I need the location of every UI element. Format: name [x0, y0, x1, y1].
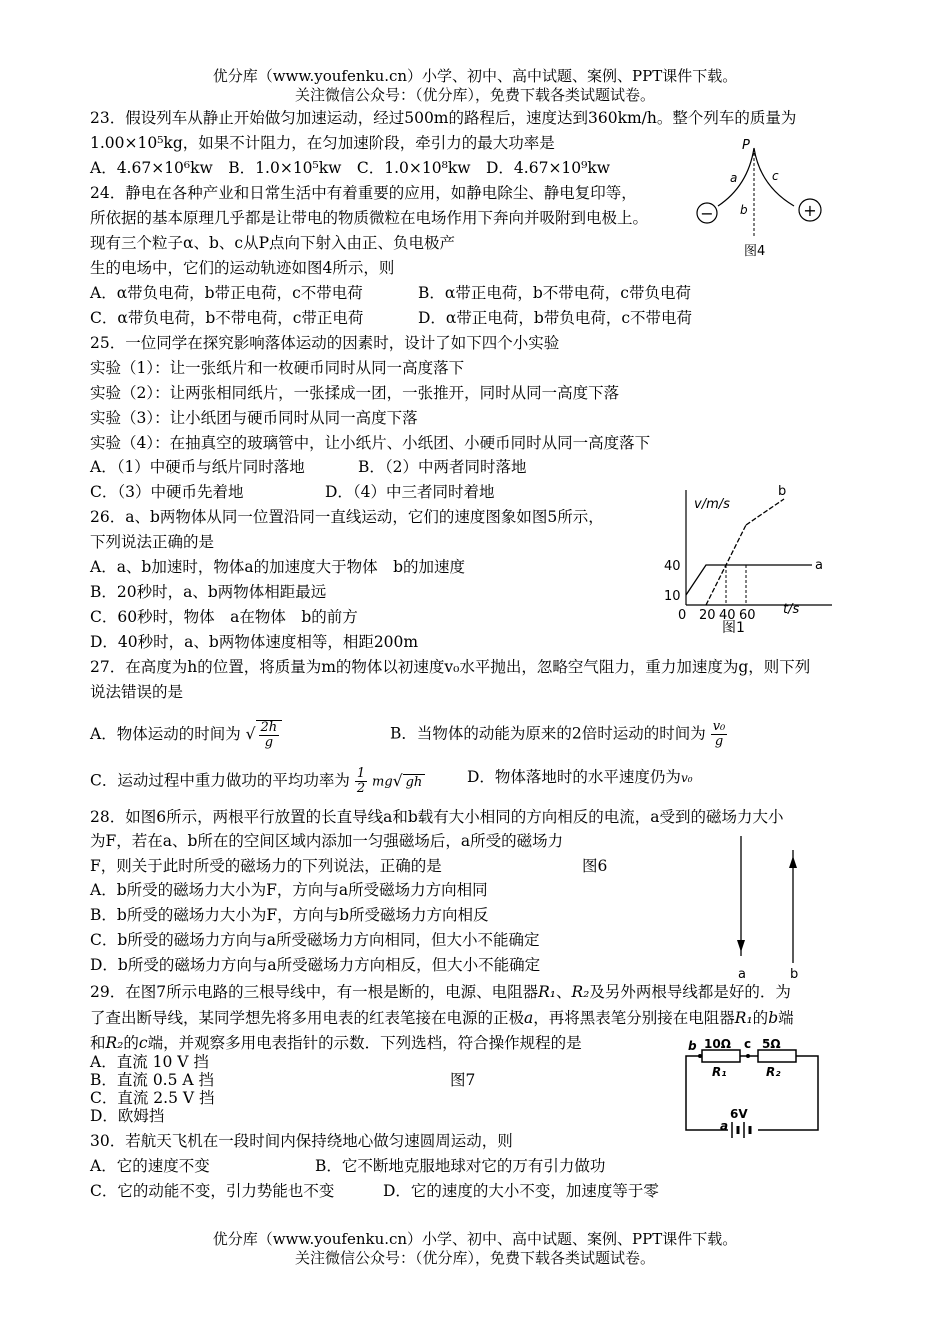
- figure-7-circuit: [680, 1038, 830, 1138]
- fig4-label-c: c: [772, 169, 779, 183]
- q27a-denominator: g: [264, 735, 274, 750]
- figure-4-field-diagram: [690, 136, 835, 262]
- q27c-numerator: 1: [356, 766, 366, 781]
- footer-line-1: 优分库（www.youfenku.cn）小学、初中、高中试题、案例、PPT课件下载。: [212, 1230, 738, 1248]
- q29-option-b: B．直流 0.5 A 挡: [90, 1071, 215, 1089]
- q25-experiment-3: 实验（3）：让小纸团与硬币同时从同一高度下落: [90, 409, 418, 427]
- q27-option-d-text: D．物体落地时的水平速度仍为: [467, 768, 681, 786]
- minus-sign: −: [700, 204, 714, 223]
- circuit-label-b: b: [688, 1039, 697, 1053]
- x-tick-label-40: 40: [719, 608, 736, 623]
- q25-option-a: A．（1）中硬币与纸片同时落地: [90, 458, 305, 476]
- q29-a: a: [524, 1009, 534, 1027]
- q28-stem-1: 28．如图6所示，两根平行放置的长直导线a和b载有大小相同的方向相反的电流，a受到的磁场力大小: [90, 808, 784, 826]
- q24-option-a: A．α带负电荷，b带正电荷，c不带电荷: [90, 284, 363, 302]
- q24-stem-2: 所依据的基本原理几乎都是让带电的物质微粒在电场作用下奔向并吸附到电极上。: [90, 209, 649, 227]
- x-tick-label-60: 60: [739, 608, 756, 623]
- chart-caption: 图1: [722, 620, 745, 636]
- q28-stem-3: F，则关于此时所受的磁场力的下列说法，正确的是: [90, 857, 442, 875]
- resistor-r1: [702, 1050, 740, 1062]
- q25-option-c: C．（3）中硬币先着地: [90, 483, 244, 501]
- q27-stem-1: 27．在高度为h的位置，将质量为m的物体以初速度v₀水平抛出，忽略空气阻力，重力加速度为g，则下列: [90, 658, 811, 676]
- q27-option-b: [390, 720, 727, 749]
- q27c-radicand: gh: [403, 774, 426, 790]
- q26-option-a: A．a、b加速时，物体a的加速度大于物体 b的加速度: [90, 558, 466, 576]
- q29-stem-2-end: 端: [778, 1009, 794, 1027]
- q30-stem: 30．若航天飞机在一段时间内保持绕地心做匀速圆周运动，则: [90, 1132, 513, 1150]
- q23-stem-2: 1.00×10⁵kg，如果不计阻力，在匀加速阶段，牵引力的最大功率是: [90, 134, 555, 152]
- q27-option-c: [90, 767, 425, 796]
- fig4-label-b: b: [740, 203, 748, 217]
- figure-6-caption: 图6: [582, 857, 608, 875]
- circuit-label-a: a: [720, 1119, 729, 1133]
- q29-r1: R₁: [538, 983, 556, 1001]
- q24-option-d: D．α带正电荷，b带负电荷，c不带电荷: [418, 309, 692, 327]
- node-c: [746, 1054, 750, 1058]
- q27c-mg: mg: [372, 774, 393, 790]
- plus-sign: +: [803, 201, 817, 220]
- q26-option-d: D．40秒时，a、b两物体速度相等，相距200m: [90, 633, 419, 651]
- q25-experiment-1: 实验（1）：让一张纸片和一枚硬币同时从同一高度落下: [90, 359, 465, 377]
- q23-options: A．4.67×10⁶kw B．1.0×10⁵kw C．1.0×10⁸kw D．4.67×10⁹kw: [90, 159, 611, 177]
- q29-option-a: A．直流 10 V 挡: [90, 1053, 209, 1071]
- q27b-numerator: v₀: [712, 719, 726, 734]
- q25-option-d: D．（4）中三者同时着地: [325, 483, 495, 501]
- q27c-denominator: 2: [356, 781, 366, 796]
- q24-stem-4: 生的电场中，它们的运动轨迹如图4所示，则: [90, 259, 395, 277]
- battery-emf: 6V: [730, 1107, 748, 1121]
- figure-6-parallel-wires: [725, 828, 810, 983]
- q27-stem-2: 说法错误的是: [90, 683, 184, 701]
- q29-stem-1-tail: 及另外两根导线都是好的．为: [589, 983, 791, 1001]
- resistor-r2: [758, 1050, 796, 1062]
- q29-r1-second: R₁: [734, 1009, 753, 1027]
- series-a-line: [686, 565, 746, 595]
- x-tick-label-20: 20: [699, 608, 716, 623]
- circuit-label-c: c: [744, 1038, 752, 1051]
- q27a-numerator: 2h: [260, 720, 278, 735]
- q29-option-d: D．欧姆挡: [90, 1107, 165, 1125]
- q27-option-d: [467, 767, 693, 788]
- q26-stem-1: 26．a、b两物体从同一位置沿同一直线运动，它们的速度图象如图5所示，: [90, 508, 604, 526]
- q30-option-c: C．它的动能不变，引力势能也不变: [90, 1182, 335, 1200]
- q25-experiment-2: 实验（2）：让两张相同纸片，一张揉成一团，一张推开，同时从同一高度下落: [90, 384, 620, 402]
- q24-stem-1: 24．静电在各种产业和日常生活中有着重要的应用，如静电除尘、静电复印等，: [90, 184, 637, 202]
- x-axis-label: t/s: [783, 602, 800, 617]
- q29-sep: 、: [555, 983, 572, 1001]
- fig4-label-a: a: [730, 171, 738, 185]
- q28-stem-2: 为F，若在a、b所在的空间区域内添加一匀强磁场后，a所受的磁场力: [90, 832, 564, 850]
- circuit-wire-loop: [686, 1056, 818, 1130]
- fraction-v0-over-g: [711, 720, 728, 749]
- r1-value: 10Ω: [704, 1038, 731, 1051]
- x-tick-label-0: 0: [678, 608, 687, 623]
- sqrt-gh: √ gh: [393, 771, 426, 793]
- q28-option-d: D．b所受的磁场力方向与a所受磁场力方向相反，但大小不能确定: [90, 956, 541, 974]
- q27-option-c-text: C．运动过程中重力做功的平均功率为: [90, 771, 350, 790]
- r1-label: R₁: [712, 1065, 727, 1079]
- velocity-time-chart: [650, 460, 840, 640]
- wire-b-label: b: [790, 967, 799, 982]
- q23-stem-1: 23．假设列车从静止开始做匀加速运动，经过500m的路程后，速度达到360km/h。整个列车的质量为: [90, 109, 797, 127]
- q29-stem-3-tail: 端，并观察多用电表指针的示数．下列选档，符合操作规程的是: [147, 1034, 582, 1052]
- y-axis-label: v/m/s: [694, 497, 730, 512]
- header-line-1: 优分库（www.youfenku.cn）小学、初中、高中试题、案例、PPT课件下载。: [212, 67, 738, 85]
- figure-7-caption: 图7: [450, 1071, 476, 1089]
- series-b-label: b: [778, 484, 787, 499]
- q29-stem-2-text: 了查出断导线，某同学想先将多用电表的红表笔接在电源的正极: [90, 1009, 525, 1027]
- r2-value: 5Ω: [762, 1038, 781, 1051]
- q29-stem-3-de: 的: [123, 1034, 139, 1052]
- q28-option-a: A．b所受的磁场力大小为F，方向与a所受磁场力方向相同: [90, 881, 488, 899]
- q29-c: c: [138, 1034, 148, 1052]
- q26-option-b: B．20秒时，a、b两物体相距最远: [90, 583, 327, 601]
- q29-stem-3-and: 和: [90, 1034, 106, 1052]
- q30-option-d: D．它的速度的大小不变，加速度等于零: [383, 1182, 659, 1200]
- q29-stem-2-de: 的: [752, 1009, 769, 1027]
- q27d-v0: v₀: [680, 771, 693, 785]
- y-tick-label-10: 10: [664, 589, 681, 604]
- q30-option-a: A．它的速度不变: [90, 1157, 210, 1175]
- fig4-label-p: P: [742, 138, 750, 153]
- q29-option-c: C．直流 2.5 V 挡: [90, 1089, 215, 1107]
- q26-option-c: C．60秒时，物体 a在物体 b的前方: [90, 608, 358, 626]
- q26-stem-2: 下列说法正确的是: [90, 533, 215, 551]
- q29-r2: R₂: [571, 983, 590, 1001]
- q27-option-a-text: A．物体运动的时间为: [90, 725, 241, 743]
- q29-stem-1: [90, 982, 791, 1002]
- q24-stem-3: 现有三个粒子α、b、c从P点向下射入由正、负电极产: [90, 234, 456, 252]
- fig4-caption: 图4: [744, 244, 766, 259]
- q25-experiment-4: 实验（4）：在抽真空的玻璃管中，让小纸片、小纸团、小硬币同时从同一高度落下: [90, 434, 651, 452]
- fraction-one-half: [355, 767, 367, 796]
- wire-b-arrow-up: [789, 856, 797, 868]
- q28-option-b: B．b所受的磁场力大小为F，方向与b所受磁场力方向相反: [90, 906, 489, 924]
- y-tick-label-40: 40: [664, 559, 681, 574]
- q29-stem-3: [90, 1033, 582, 1053]
- q29-stem-2: [90, 1008, 794, 1028]
- q25-stem: 25．一位同学在探究影响落体运动的因素时，设计了如下四个小实验: [90, 334, 560, 352]
- series-a-label: a: [815, 558, 823, 573]
- series-b-extension: [746, 499, 784, 525]
- q27b-denominator: g: [714, 734, 724, 749]
- q24-option-b: B．α带正电荷，b不带电荷，c带负电荷: [418, 284, 691, 302]
- wire-a-label: a: [738, 967, 746, 982]
- q30-option-b: B．它不断地克服地球对它的万有引力做功: [315, 1157, 606, 1175]
- q27-option-b-text: B．当物体的动能为原来的2倍时运动的时间为: [390, 724, 706, 743]
- sqrt-2h-over-g: √ $\frac{2h}{g}$: [246, 720, 283, 750]
- q29-r2-second: R₂: [105, 1034, 124, 1052]
- q24-option-c: C．α带负电荷，b不带电荷，c带正电荷: [90, 309, 364, 327]
- q27-option-a: [90, 720, 282, 750]
- q29-stem-1-text: 29．在图7所示电路的三根导线中，有一根是断的，电源、电阻器: [90, 983, 539, 1001]
- footer-line-2: 关注微信公众号：（优分库），免费下载各类试题试卷。: [294, 1249, 655, 1267]
- header-line-2: 关注微信公众号：（优分库），免费下载各类试题试卷。: [294, 86, 655, 104]
- q29-b: b: [768, 1009, 779, 1027]
- node-b: [698, 1054, 702, 1058]
- r2-label: R₂: [766, 1065, 781, 1079]
- q28-option-c: C．b所受的磁场力方向与a所受磁场力方向相同，但大小不能确定: [90, 931, 540, 949]
- q25-option-b: B．（2）中两者同时落地: [358, 458, 527, 476]
- q29-stem-2-mid: ，再将黑表笔分别接在电阻器: [533, 1009, 735, 1027]
- wire-a-arrow-down: [737, 940, 745, 952]
